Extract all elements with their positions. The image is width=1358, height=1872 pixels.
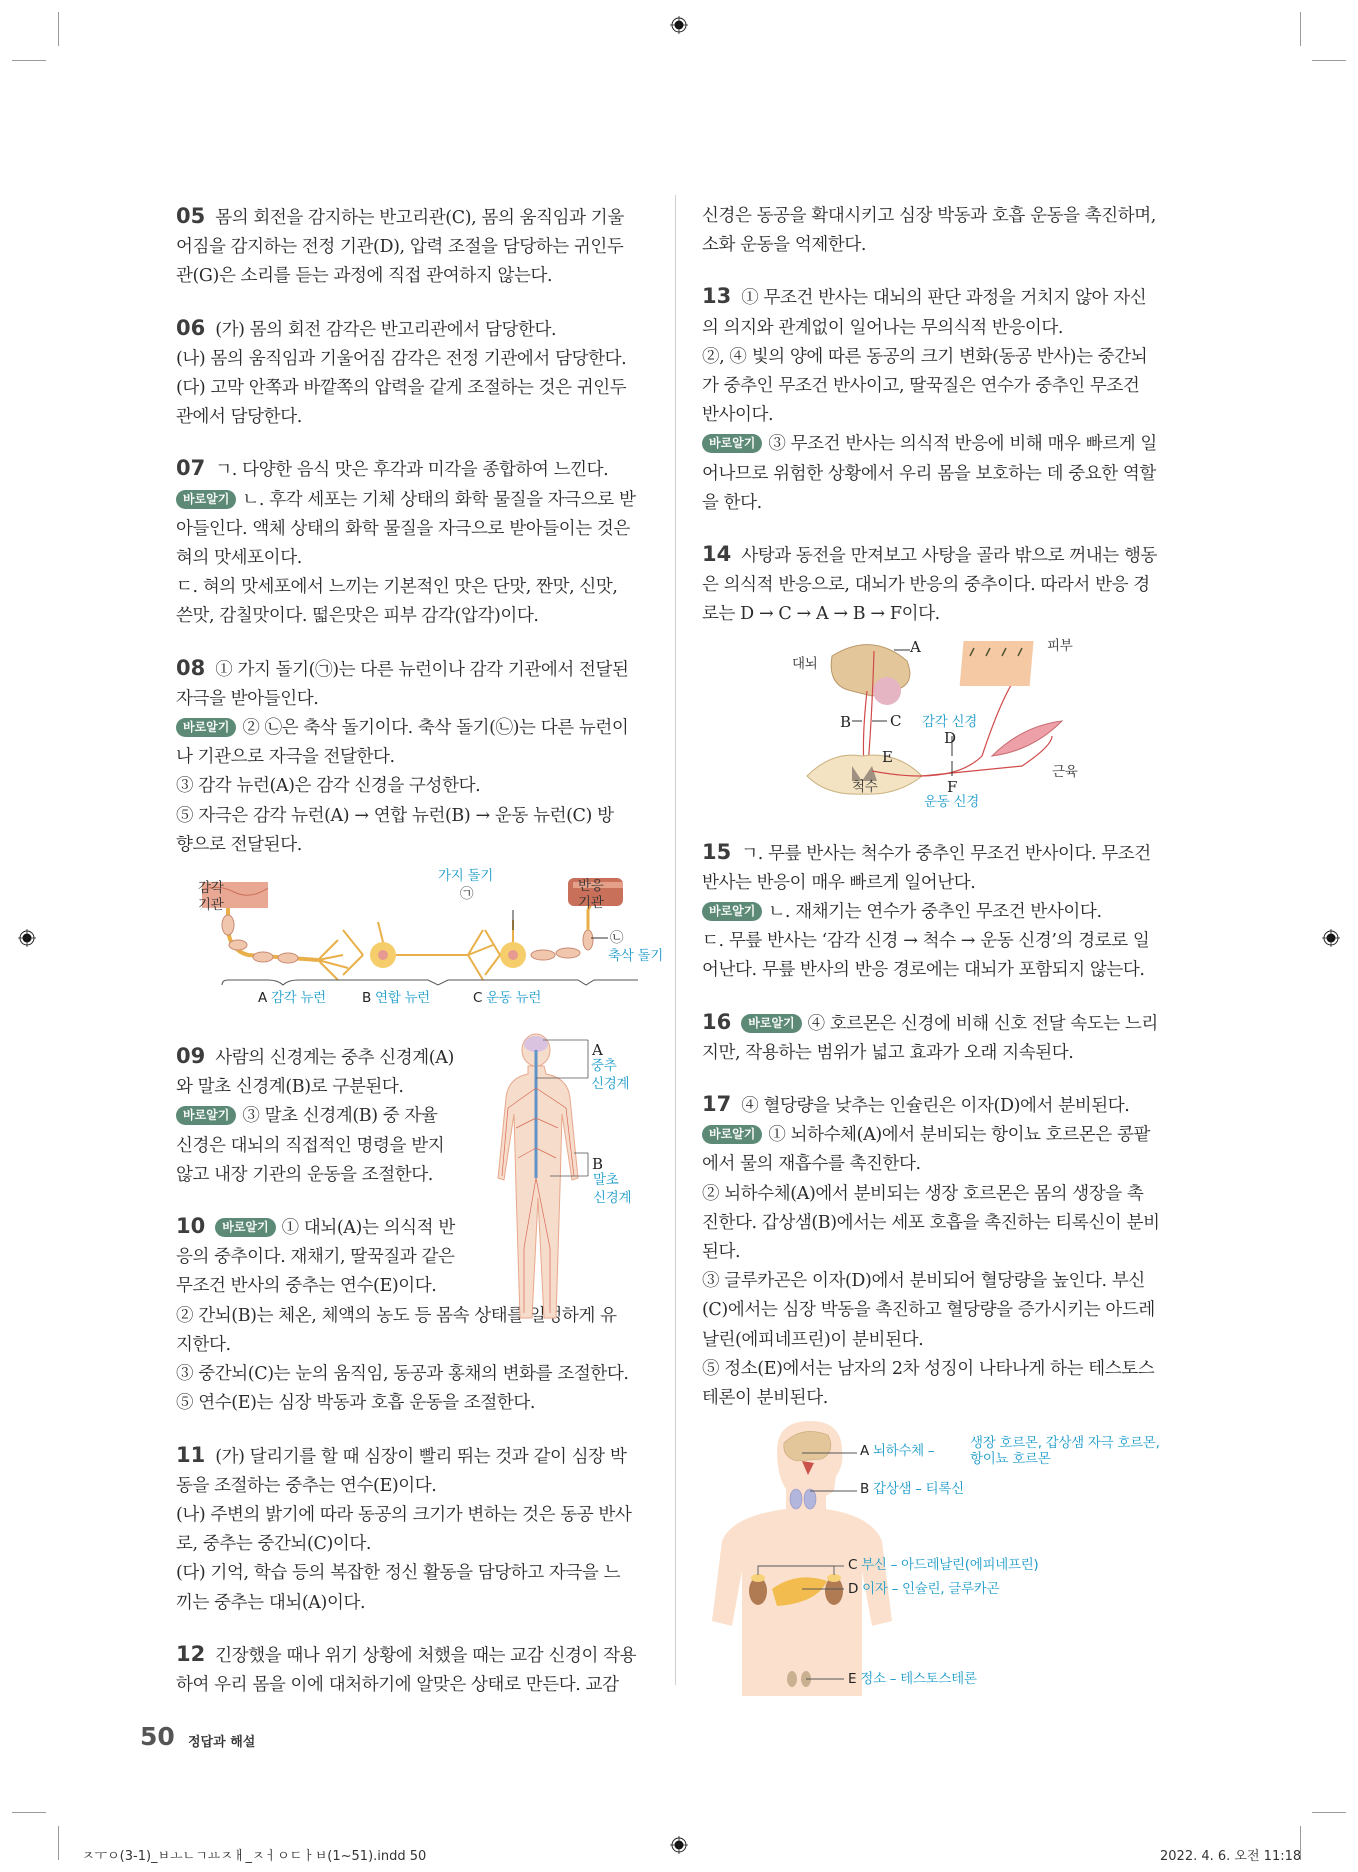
reaction-pathway-figure [702, 636, 1174, 816]
answer-17 [702, 1090, 1174, 1413]
answer-12-continued [702, 202, 1174, 260]
gland-a-hormones: 항이뇨 호르몬 [970, 1451, 1051, 1468]
answer-text: ③ 감각 뉴런(A)은 감각 신경을 구성한다. [176, 776, 481, 797]
registration-mark-icon [670, 1836, 688, 1854]
answer-text: 신경은 대뇌의 직접적인 명령을 받지 [176, 1135, 445, 1156]
answer-text: 테론이 분비된다. [702, 1388, 828, 1409]
answer-text: ③ 무조건 반사는 의식적 반응에 비해 매우 빠르게 일 [768, 434, 1157, 455]
answer-text: ① 대뇌(A)는 의식적 반 [281, 1218, 455, 1239]
answer-text: 자극을 받아들인다. [176, 688, 319, 709]
answer-text: 사탕과 동전을 만져보고 사탕을 골라 밖으로 꺼내는 행동 [741, 546, 1157, 567]
answer-text: ① 무조건 반사는 대뇌의 판단 과정을 거치지 않아 자신 [741, 288, 1147, 309]
point-e: E [882, 747, 893, 766]
answer-text: 의 의지와 관계없이 일어나는 무의식적 반응이다. [702, 317, 1064, 338]
registration-mark-icon [18, 929, 36, 947]
answer-text: ㄱ. 다양한 음식 맛은 후각과 미각을 종합하여 느낀다. [215, 460, 609, 481]
answer-text: ⑤ 자극은 감각 뉴런(A) → 연합 뉴런(B) → 운동 뉴런(C) 방 [176, 805, 614, 826]
correction-badge: 바로알기 [176, 718, 236, 737]
nervous-system-figure [488, 1028, 658, 1338]
answer-text: 된다. [702, 1242, 741, 1263]
crop-mark [1300, 12, 1301, 46]
endocrine-glands-figure [702, 1421, 1174, 1696]
answer-text: 않고 내장 기관의 운동을 조절한다. [176, 1164, 433, 1185]
answer-06 [176, 314, 648, 433]
registration-mark-icon [1322, 929, 1340, 947]
neuron-pathway-figure [168, 868, 663, 1020]
dendrite-label: 가지 돌기 [438, 868, 493, 885]
neuron-a-label: A 감각 뉴런 [258, 990, 326, 1007]
brain-spinal-cord-diagram-icon [702, 636, 1102, 816]
question-number: 14 [702, 542, 732, 567]
answer-text: 쓴맛, 감칠맛이다. 떫은맛은 피부 감각(압각)이다. [176, 606, 539, 627]
answer-text: ⑤ 정소(E)에서는 남자의 2차 성징이 나타나게 하는 테스토스 [702, 1358, 1155, 1379]
answer-text: ① 뇌하수체(A)에서 분비되는 항이뇨 호르몬은 콩팥 [768, 1125, 1150, 1146]
answer-text: (C)에서는 심장 박동을 촉진하고 혈당량을 증가시키는 아드레 [702, 1300, 1155, 1321]
cns-label: 중추 [591, 1058, 617, 1075]
answer-08 [176, 654, 648, 860]
sense-organ-label: 기관 [198, 897, 224, 914]
answer-text: 어짐을 감지하는 전정 기관(D), 압력 조절을 담당하는 귀인두 [176, 237, 624, 258]
sensory-nerve-label: 감각 신경 [922, 713, 977, 730]
answer-text: 지한다. [176, 1334, 231, 1355]
crop-mark [12, 60, 46, 61]
answer-text: 나 기관으로 자극을 전달한다. [176, 747, 395, 768]
answer-text: (가) 몸의 회전 감각은 반고리관에서 담당한다. [215, 319, 557, 340]
answer-text: 와 말초 신경계(B)로 구분된다. [176, 1077, 404, 1098]
answer-text: 진한다. 갑상샘(B)에서는 세포 호흡을 촉진하는 티록신이 분비 [702, 1212, 1160, 1233]
muscle-label: 근육 [1052, 763, 1078, 780]
answer-text: (가) 달리기를 할 때 심장이 빨리 뛰는 것과 같이 심장 박 [215, 1446, 627, 1467]
answer-text: 로는 D → C → A → B → F이다. [702, 604, 940, 625]
answer-text: ㄷ. 무릎 반사는 ‘감각 신경 → 척수 → 운동 신경’의 경로로 일 [702, 931, 1150, 952]
answer-text: 무조건 반사의 중추는 연수(E)이다. [176, 1276, 437, 1297]
answer-text: 관(G)은 소리를 듣는 과정에 직접 관여하지 않는다. [176, 266, 553, 287]
answer-text: 사람의 신경계는 중추 신경계(A) [215, 1048, 454, 1069]
sense-organ-label: 감각 [198, 880, 224, 897]
answer-text: ㄴ. 재채기는 연수가 중추인 무조건 반사이다. [768, 902, 1102, 923]
answer-14 [702, 540, 1174, 630]
gland-d-label: D 이자 – 인슐린, 글루카곤 [848, 1581, 1000, 1598]
answer-text: 신경은 동공을 확대시키고 심장 박동과 호흡 운동을 촉진하며, [702, 206, 1156, 226]
neuron-b-label: B 연합 뉴런 [362, 990, 430, 1007]
correction-badge: 바로알기 [741, 1014, 801, 1033]
answer-12 [176, 1640, 648, 1700]
gland-a-label: A 뇌하수체 – [860, 1443, 935, 1460]
answer-text: 날린(에피네프린)이 분비된다. [702, 1329, 924, 1350]
answer-text: 향으로 전달된다. [176, 834, 302, 855]
left-column [176, 202, 663, 1722]
dendrite-mark: ㉠ [460, 886, 474, 903]
answer-text: 은 의식적 반응으로, 대뇌가 반응의 중추이다. 따라서 반응 경 [702, 575, 1150, 596]
correction-badge: 바로알기 [702, 434, 762, 453]
gland-c-label: C 부신 – 아드레날린(에피네프린) [848, 1557, 1039, 1574]
answer-text: 끼는 중추는 대뇌(A)이다. [176, 1592, 366, 1613]
correction-badge: 바로알기 [176, 1106, 236, 1125]
axon-label: 축삭 돌기 [608, 948, 663, 965]
pns-label: 신경계 [593, 1190, 632, 1207]
question-number: 17 [702, 1092, 732, 1117]
response-organ-label: 반응 [578, 878, 604, 895]
point-f: F [947, 777, 958, 796]
answer-text: 로, 중추는 중간뇌(C)이다. [176, 1534, 372, 1555]
answer-text: ④ 혈당량을 낮추는 인슐린은 이자(D)에서 분비된다. [741, 1096, 1130, 1117]
crop-mark [12, 1812, 46, 1813]
cerebrum-label: 대뇌 [792, 655, 818, 672]
gland-b-label: B 갑상샘 – 티록신 [860, 1481, 964, 1498]
answer-text: 어난다. 무릎 반사의 반응 경로에는 대뇌가 포함되지 않는다. [702, 960, 1145, 981]
answer-text: ③ 중간뇌(C)는 눈의 움직임, 동공과 홍채의 변화를 조절한다. [176, 1364, 629, 1385]
answer-text: ① 가지 돌기(㉠)는 다른 뉴런이나 감각 기관에서 전달된 [215, 659, 629, 680]
answer-text: ③ 글루카곤은 이자(D)에서 분비되어 혈당량을 높인다. 부신 [702, 1271, 1145, 1292]
answer-05 [176, 202, 648, 292]
cns-letter: A [592, 1041, 603, 1060]
column-divider [675, 195, 676, 1685]
right-column [702, 202, 1174, 1696]
answer-text: 가 중추인 무조건 반사이고, 딸꾹질은 연수가 중추인 무조건 [702, 376, 1140, 397]
answer-text: ② 간뇌(B)는 체온, 체액의 농도 등 몸속 상태를 일정하게 유 [176, 1305, 617, 1326]
registration-mark-icon [670, 16, 688, 34]
axon-mark: ㉡ [610, 930, 624, 947]
answer-text: 반사이다. [702, 405, 774, 426]
answer-text: 몸의 회전을 감지하는 반고리관(C), 몸의 움직임과 기울 [215, 208, 624, 228]
section-title: 정답과 해설 [188, 1735, 256, 1750]
answer-text: 지만, 작용하는 범위가 넓고 효과가 오래 지속된다. [702, 1042, 1074, 1063]
answer-text: 어나므로 위험한 상황에서 우리 몸을 보호하는 데 중요한 역할 [702, 463, 1156, 484]
question-number: 10 [176, 1214, 206, 1239]
skin-label: 피부 [1047, 637, 1073, 654]
point-d: D [944, 728, 956, 747]
motor-nerve-label: 운동 신경 [924, 793, 979, 810]
question-number: 16 [702, 1009, 732, 1034]
gland-e-label: E 정소 – 테스토스테론 [848, 1671, 977, 1688]
answer-text: ㄱ. 무릎 반사는 척수가 중추인 무조건 반사이다. 무조건 [741, 843, 1151, 864]
answers-09-10 [176, 1042, 648, 1418]
answer-text: 을 한다. [702, 492, 762, 513]
human-nervous-system-icon [488, 1028, 658, 1338]
page-number: 50 [140, 1722, 175, 1751]
question-number: 06 [176, 315, 206, 340]
answer-text: 소화 운동을 억제한다. [702, 235, 867, 256]
question-number: 12 [176, 1641, 206, 1666]
question-number: 08 [176, 655, 206, 680]
answer-text: 동을 조절하는 중추는 연수(E)이다. [176, 1475, 437, 1496]
crop-mark [1312, 1812, 1346, 1813]
question-number: 15 [702, 839, 732, 864]
answer-text: ③ 말초 신경계(B) 중 자율 [242, 1106, 438, 1127]
response-organ-label: 기관 [578, 895, 604, 912]
answer-text: ④ 호르몬은 신경에 비해 신호 전달 속도는 느리 [807, 1013, 1158, 1034]
answer-text: ㄷ. 혀의 맛세포에서 느끼는 기본적인 맛은 단맛, 짠맛, 신맛, [176, 577, 618, 598]
pns-label: 말초 [593, 1172, 619, 1189]
question-number: 09 [176, 1044, 206, 1069]
answer-text: 혀의 맛세포이다. [176, 548, 302, 569]
answer-07 [176, 454, 648, 631]
answer-text: (나) 몸의 움직임과 기울어짐 감각은 전정 기관에서 담당한다. [176, 348, 627, 369]
answer-text: 아들인다. 액체 상태의 화학 물질을 자극으로 받아들이는 것은 [176, 518, 630, 539]
correction-badge: 바로알기 [702, 1125, 762, 1144]
answer-text: 에서 물의 재흡수를 촉진한다. [702, 1154, 921, 1175]
answer-16 [702, 1008, 1174, 1068]
crop-mark [58, 1826, 59, 1860]
print-slug-file: ㅈㅜㅇ(3-1)_ㅂㅗㄴㄱㅛㅈㅐ_ㅈㅓㅇㄷㅏㅂ(1~51).indd 50 [82, 1849, 427, 1864]
answer-text: (다) 기억, 학습 등의 복잡한 정신 활동을 담당하고 자극을 느 [176, 1563, 621, 1584]
answer-text: (나) 주변의 밝기에 따라 동공의 크기가 변하는 것은 동공 반사 [176, 1504, 632, 1525]
correction-badge: 바로알기 [702, 902, 762, 921]
question-number: 05 [176, 204, 206, 228]
answer-text: 하여 우리 몸을 이에 대처하기에 알맞은 상태로 만든다. 교감 [176, 1674, 619, 1695]
point-c: C [890, 711, 902, 730]
question-number: 07 [176, 456, 206, 481]
crop-mark [58, 12, 59, 46]
answer-text: ② ㉡은 축삭 돌기이다. 축삭 돌기(㉡)는 다른 뉴런이 [242, 718, 629, 739]
answer-09 [176, 1042, 476, 1190]
question-number: 13 [702, 284, 732, 309]
cns-label: 신경계 [591, 1076, 630, 1093]
correction-badge: 바로알기 [215, 1218, 275, 1237]
answer-text: ② 뇌하수체(A)에서 분비되는 생장 호르몬은 몸의 생장을 촉 [702, 1183, 1144, 1204]
answer-15 [702, 838, 1174, 986]
pns-letter: B [592, 1155, 603, 1174]
point-a: A [910, 637, 921, 656]
crop-mark [1312, 60, 1346, 61]
answer-text: 응의 중추이다. 재채기, 딸꾹질과 같은 [176, 1247, 455, 1268]
spinal-cord-label: 척수 [852, 778, 878, 795]
answer-text: 반사는 반응이 매우 빠르게 일어난다. [702, 872, 976, 893]
correction-badge: 바로알기 [176, 490, 236, 509]
answer-text: 긴장했을 때나 위기 상황에 처했을 때는 교감 신경이 작용 [215, 1645, 637, 1666]
question-number: 11 [176, 1442, 206, 1467]
gland-a-hormones: 생장 호르몬, 갑상샘 자극 호르몬, [970, 1435, 1160, 1452]
answer-text: 관에서 담당한다. [176, 407, 302, 428]
print-slug-timestamp: 2022. 4. 6. 오전 11:18 [1160, 1849, 1302, 1864]
answer-text: ②, ④ 빛의 양에 따른 동공의 크기 변화(동공 반사)는 중간뇌 [702, 346, 1148, 367]
answer-11 [176, 1441, 648, 1618]
answer-13 [702, 282, 1174, 518]
neuron-c-label: C 운동 뉴런 [473, 990, 542, 1007]
answer-text: ⑤ 연수(E)는 심장 박동과 호흡 운동을 조절한다. [176, 1393, 536, 1414]
answer-text: (다) 고막 안쪽과 바깥쪽의 압력을 같게 조절하는 것은 귀인두 [176, 378, 627, 399]
answer-text: ㄴ. 후각 세포는 기체 상태의 화학 물질을 자극으로 받 [242, 489, 636, 510]
point-b: B [840, 712, 851, 731]
